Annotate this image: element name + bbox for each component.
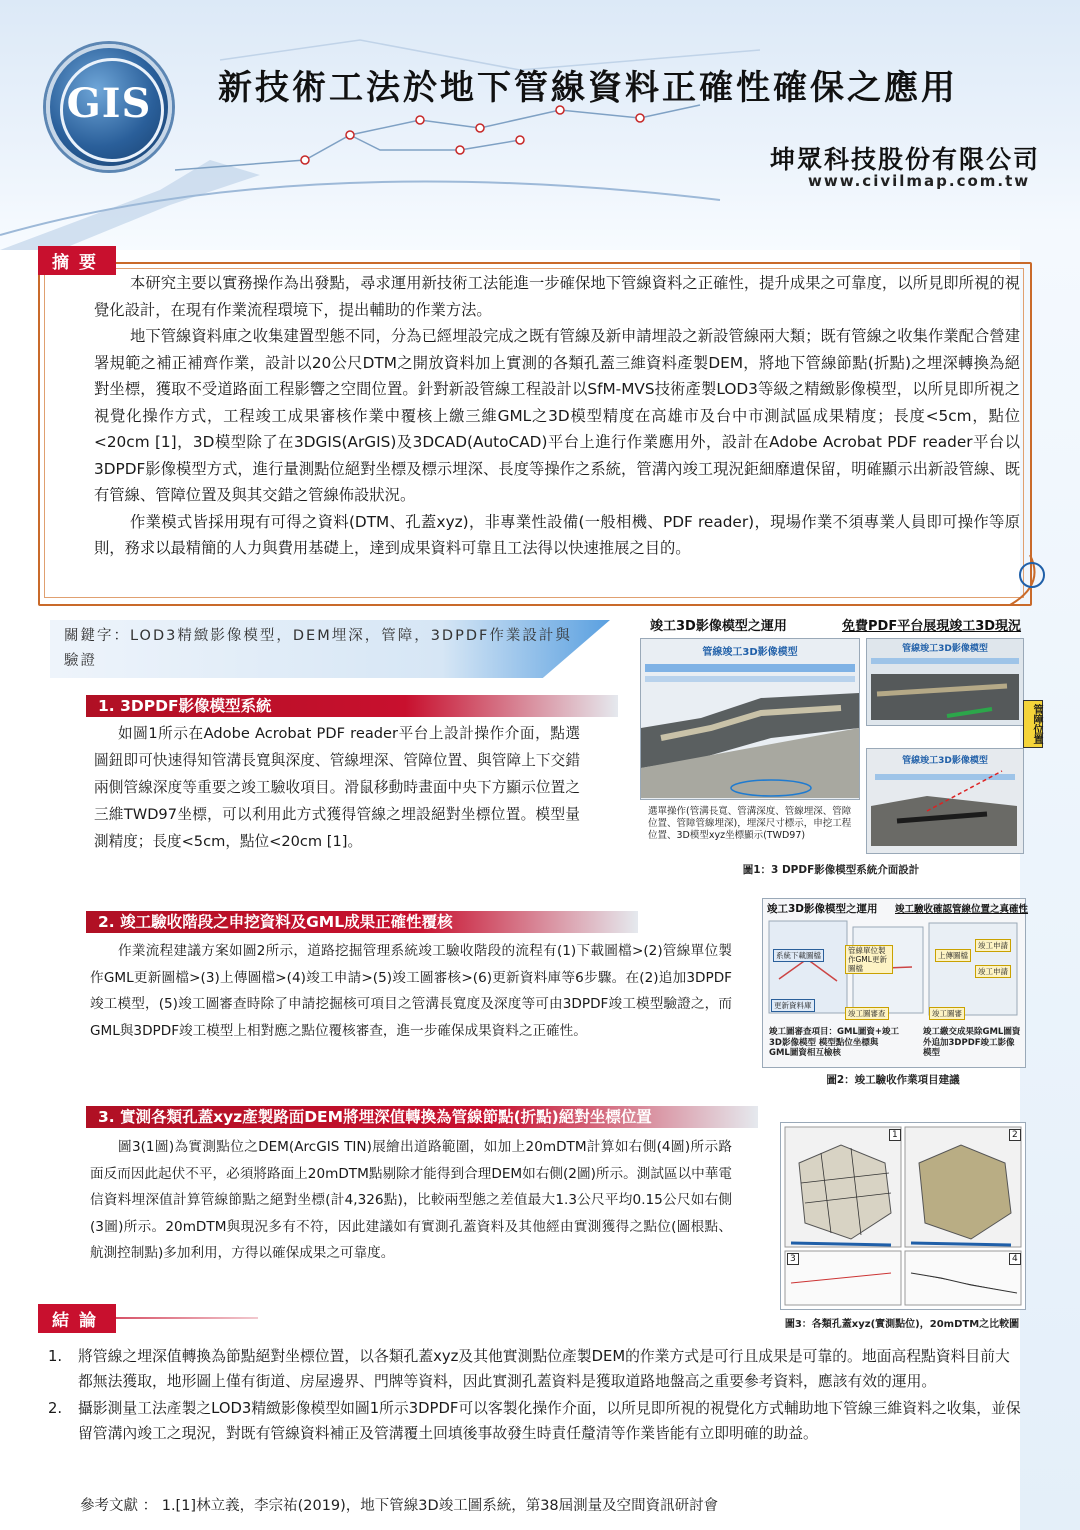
figure-1-right-bottom-panel (866, 748, 1024, 854)
section-1-heading: 1. 3DPDF影像模型系統 (86, 695, 618, 717)
figure-1-panel-title-2: 管線竣工3D影像模型 (902, 644, 988, 654)
figure-3-label-1: 1 (889, 1129, 901, 1141)
figure-2-step-apply: 竣工申請 (975, 939, 1011, 952)
figure-1-title-left: 竣工3D影像模型之運用 (650, 619, 787, 634)
figure-1-panel-title-3: 管線竣工3D影像模型 (902, 756, 988, 766)
figure-1-left-panel (640, 638, 860, 800)
figure-1-closeup-image (867, 766, 1023, 852)
figure-1-title-right: 免費PDF平台展現竣工3D現況 (842, 619, 1022, 634)
figure-3-label-4: 4 (1009, 1253, 1021, 1265)
figure-2-panel (762, 898, 1029, 1068)
abstract-paragraph-3: 作業模式皆採用現有可得之資料(DTM、孔蓋xyz)，非專業性設備(一般相機、PDF reader)，現場作業不須專業人員即可操作等原則，務求以最精簡的人力與費用基礎上，達到成果資料可靠且工法得以快速推展之目的。 (94, 512, 1020, 557)
abstract-tag: 摘要 (38, 246, 116, 275)
figure-1-panel-title: 管線竣工3D影像模型 (702, 647, 798, 658)
figure-1-trench-image (867, 654, 1023, 724)
figure-2-step-apply-2: 竣工申請 (975, 965, 1011, 978)
conclusion-item-1: 將管線之埋深值轉換為節點絕對坐標位置，以各類孔蓋xyz及其他實測點位產製DEM的作業方式是可行且成果是可靠的。地面高程點資料目前大都無法獲取，地形圖上僅有街道、房屋邊界、門牌等資料，因此實測孔蓋資料是獲取道路地盤高之重要參考資料，應該有效的運用。 (78, 1348, 1010, 1390)
company-name: 坤眾科技股份有限公司 (770, 145, 1041, 174)
conclusion-number-1: 1. (48, 1348, 63, 1365)
keywords: 關鍵字：LOD3精緻影像模型，DEM埋深，管障，3DPDF作業設計與驗證 (64, 628, 572, 669)
figure-1-model-image (641, 658, 859, 798)
conclusion-tag: 結論 (38, 1304, 116, 1333)
figure-2-step-review-2: 竣工圖審 (929, 1007, 965, 1020)
figure-1-side-label: 管障位置 (1023, 700, 1043, 748)
figure-2-step-gml: 管線單位製作GML更新圖檔 (845, 945, 893, 974)
figure-3-maps (781, 1123, 1025, 1309)
abstract-paragraph-2: 地下管線資料庫之收集建置型態不同，分為已經埋設完成之既有管線及新申請埋設之新設管線兩大類；既有管線之收集作業配合營建署規範之補正補齊作業，設計以20公尺DTM之開放資料加上實測的各類孔蓋三維資料產製DEM，將地下管線節點(折點)之埋深轉換為絕對坐標，獲取不受道路面工程影響之空間位置。針對新設管線工程設計以SfM-MVS技術產製LOD3等級之精緻影像模型，以所見即所視之視覺化操作方式，工程竣工成果審核作業中覆核上繳三維GML之3D模型精度在高雄市及台中市測試區成果精度；長度<5cm，點位<20cm [1]，3D模型除了在3DGIS(ArGIS)及3DCAD(AutoCAD)平台上進行作業應用外，設計在Adobe Acrobat PDF reader平台以3DPDF影像模型方式，進行量測點位絕對坐標及標示埋深、長度等操作之系統，管溝內竣工現況鉅細靡遺保留，明確顯示出新設管線、既有管線、管障位置及與其交錯之管線佈設狀況。 (94, 327, 1020, 504)
conclusion-number-2: 2. (48, 1400, 63, 1417)
figure-2-step-review: 竣工圖審查 (845, 1007, 889, 1020)
figure-2-title-right: 竣工驗收確認管線位置之真確性 (895, 904, 1029, 915)
figure-3-label-2: 2 (1009, 1129, 1021, 1141)
figure-3-caption: 圖3：各類孔蓋xyz(實測點位)，20mDTM之比較圖 (784, 1319, 1020, 1330)
figure-2-step-download: 系統下載圖檔 (773, 949, 824, 962)
conclusion-item-2: 攝影測量工法產製之LOD3精緻影像模型如圖1所示3DPDF可以客製化操作介面，以所見即所視的視覺化方式輔助地下管線三維資料之收集，並保留管溝內竣工之現況，對既有管線資料補正及管溝覆土回填後事故發生時責任釐清等作業皆能有立即明確的助益。 (78, 1400, 1021, 1442)
section-2-heading: 2. 竣工驗收階段之申挖資料及GML成果正確性覆核 (86, 911, 638, 933)
figure-1-caption: 圖1：3 DPDF影像模型系統介面設計 (742, 864, 920, 876)
reference: 參考文獻 ： 1.[1]林立義，李宗祐(2019)，地下管線3D竣工圖系統，第38屆測量及空間資訊研討會 (80, 1498, 719, 1514)
figure-2-note-right: 竣工繳交成果除GML圖資外追加3DPDF竣工影像模型 (923, 1027, 1021, 1058)
figure-2-step-update: 更新資料庫 (771, 999, 815, 1012)
figure-3-panel (780, 1122, 1026, 1310)
company-website: www.civilmap.com.tw (808, 172, 1031, 190)
figure-2-note-left: 竣工圖審查項目：GML圖資+竣工3D影像模型 模型點位坐標與GML圖資相互檢核 (769, 1027, 899, 1058)
figure-2-title-left: 竣工3D影像模型之運用 (767, 903, 878, 915)
section-3-body: 圖3(1圖)為實測點位之DEM(ArcGIS TIN)展繪出道路範圍，如加上20mDTM計算如右側(4圖)所示路面反而因此起伏不平，必須將路面上20mDTM點剔除才能得到合理DEM如右側(2圖)所示。測試區以中華電信資料埋深值計算管線節點之絕對坐標(計4,326點)，比較兩型態之差值最大1.3公尺平均0.15公尺如右側(3圖)所示。20mDTM與現況多有不符，因此建議如有實測孔蓋資料及其他經由實測獲得之點位(圖根點、航測控制點)多加利用，方得以確保成果之可靠度。 (90, 1139, 732, 1261)
figure-1-note: 選單操作(管溝長寬、管溝深度、管線埋深、管障位置、管障管線埋深)，埋深尺寸標示，申挖工程位置、3D模型xyz坐標顯示(TWD97) (648, 806, 852, 841)
section-1-body: 如圖1所示在Adobe Acrobat PDF reader平台上設計操作介面，點選圖鈕即可快速得知管溝長寬與深度、管線埋深、管障位置、與管障上下交錯兩側管線深度等重要之竣工驗收項目。滑鼠移動時畫面中央下方顯示位置之三維TWD97坐標，可以利用此方式獲得管線之埋設絕對坐標位置。模型量測精度；長度<5cm，點位<20cm [1]。 (94, 725, 580, 850)
section-2-body: 作業流程建議方案如圖2所示，道路挖掘管理系統竣工驗收階段的流程有(1)下載圖檔>(2)管線單位製作GML更新圖檔>(3)上傳圖檔>(4)竣工申請>(5)竣工圖審核>(6)更新資料庫等6步驟。在(2)追加3DPDF竣工模型，(5)竣工圖審查時除了申請挖掘核可項目之管溝長寬度及深度等可由3DPDF竣工模型驗證之，而GML與3DPDF竣工模型上相對應之點位覆核審查，進一步確保成果資料之正確性。 (90, 943, 732, 1039)
figure-3-label-3: 3 (787, 1253, 799, 1265)
abstract-body (94, 270, 1020, 562)
figure-2-step-upload: 上傳圖檔 (935, 949, 971, 962)
figure-2-caption: 圖2：竣工驗收作業項目建議 (826, 1074, 960, 1086)
figure-1-right-top-panel (866, 638, 1024, 726)
section-3-heading: 3. 實測各類孔蓋xyz產製路面DEM將埋深值轉換為管線節點(折點)絕對坐標位置 (86, 1106, 758, 1128)
network-lines (175, 105, 700, 170)
abstract-paragraph-1: 本研究主要以實務操作為出發點，尋求運用新技術工法能進一步確保地下管線資料之正確性，提升成果之可靠度，以所見即所視的視覺化設計，在現有作業流程環境下，提出輔助的作業方法。 (94, 274, 1020, 319)
page-title: 新技術工法於地下管線資料正確性確保之應用 (218, 68, 958, 108)
gis-logo-text: GIS (66, 80, 152, 127)
